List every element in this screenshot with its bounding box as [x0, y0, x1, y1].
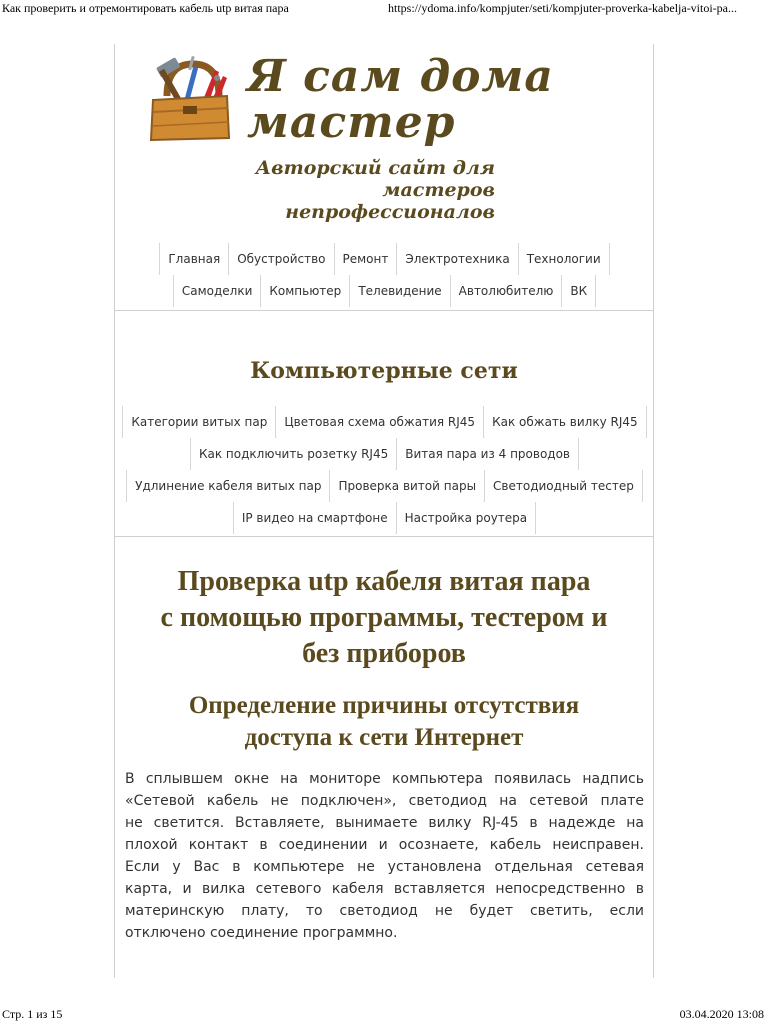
site-title[interactable] [247, 51, 647, 148]
sub-menu-row-3 [115, 470, 653, 502]
print-page-number: Стр. 1 из 15 [2, 1007, 63, 1021]
submenu-item-ip-video[interactable]: IP видео на смартфоне [233, 502, 397, 534]
sub-menu-row-4 [115, 502, 653, 534]
submenu-item-4-wires[interactable]: Витая пара из 4 проводов [396, 438, 579, 470]
sub-menu [115, 406, 653, 534]
submenu-item-crimp-plug[interactable]: Как обжать вилку RJ45 [483, 406, 647, 438]
submenu-item-router[interactable]: Настройка роутера [396, 502, 537, 534]
article-title-line1: Проверка utp кабеля витая пара [177, 566, 591, 597]
divider [115, 310, 653, 311]
main-menu [115, 243, 653, 307]
submenu-item-extension[interactable]: Удлинение кабеля витых пар [126, 470, 330, 502]
submenu-item-categories[interactable]: Категории витых пар [122, 406, 276, 438]
paragraph-line: «Сетевой кабель не подключен», светодиод на сетевой плате [125, 793, 644, 809]
article-subtitle [125, 690, 643, 754]
menu-item-arrangement[interactable]: Обустройство [228, 243, 334, 275]
print-datetime: 03.04.2020 13:08 [679, 1007, 764, 1021]
paragraph-line: Если у Вас в компьютере не установлена отдельная сетевая [125, 859, 644, 875]
menu-item-auto[interactable]: Автолюбителю [450, 275, 563, 307]
section-title: Компьютерные сети [250, 358, 518, 384]
print-header [0, 0, 768, 18]
menu-item-television[interactable]: Телевидение [349, 275, 450, 307]
menu-item-repair[interactable]: Ремонт [334, 243, 398, 275]
paragraph-line: материнскую плату, то светодиод не будет светить, если [125, 903, 644, 919]
submenu-item-socket[interactable]: Как подключить розетку RJ45 [190, 438, 397, 470]
toolbox-icon[interactable] [145, 56, 235, 146]
divider [115, 536, 653, 537]
tagline-line1: Авторский сайт для [255, 157, 495, 179]
site-tagline [245, 157, 495, 223]
article-subtitle-line1: Определение причины отсутствия [188, 692, 580, 719]
submenu-item-check[interactable]: Проверка витой пары [329, 470, 485, 502]
tagline-line2: мастеров [382, 179, 495, 201]
menu-item-home[interactable]: Главная [159, 243, 229, 275]
submenu-item-led-tester[interactable]: Светодиодный тестер [484, 470, 643, 502]
paragraph-line: карта, и вилка сетевого кабеля вставляется непосредственно в [125, 881, 644, 897]
sub-menu-row-1 [115, 406, 653, 438]
menu-item-computer[interactable]: Компьютер [260, 275, 350, 307]
tagline-line3: непрофессионалов [285, 201, 495, 223]
article-paragraph [125, 768, 644, 944]
menu-item-technologies[interactable]: Технологии [518, 243, 610, 275]
site-title-line2: мастер [247, 97, 456, 148]
menu-item-diy[interactable]: Самоделки [173, 275, 262, 307]
site-header [115, 44, 653, 234]
article-title [125, 564, 643, 672]
article-title-line3: без приборов [302, 638, 466, 669]
sub-menu-row-2 [115, 438, 653, 470]
submenu-item-color-scheme[interactable]: Цветовая схема обжатия RJ45 [275, 406, 484, 438]
menu-item-vk[interactable]: ВК [561, 275, 596, 307]
page-content [114, 44, 654, 978]
article-title-line2: с помощью программы, тестером и [160, 602, 608, 633]
paragraph-line: плохой контакт в соединении и осознаете, кабель неисправен. [125, 837, 644, 853]
main-menu-row-2 [115, 275, 653, 307]
print-page-url: https://ydoma.info/kompjuter/seti/kompjuter-proverka-kabelja-vitoi-pa... [388, 1, 738, 15]
main-menu-row-1 [115, 243, 653, 275]
article-subtitle-line2: доступа к сети Интернет [244, 724, 524, 751]
menu-item-electrical[interactable]: Электротехника [396, 243, 518, 275]
paragraph-line: В сплывшем окне на мониторе компьютера появилась надпись [125, 771, 644, 787]
site-title-line1: Я сам дома [247, 51, 554, 102]
paragraph-line: отключено соединение программно. [125, 925, 398, 941]
paragraph-line: не светится. Вставляете, вынимаете вилку RJ-45 в надежде на [125, 815, 644, 831]
print-page-title: Как проверить и отремонтировать кабель utp витая пара [2, 1, 289, 15]
print-footer [0, 1004, 768, 1024]
